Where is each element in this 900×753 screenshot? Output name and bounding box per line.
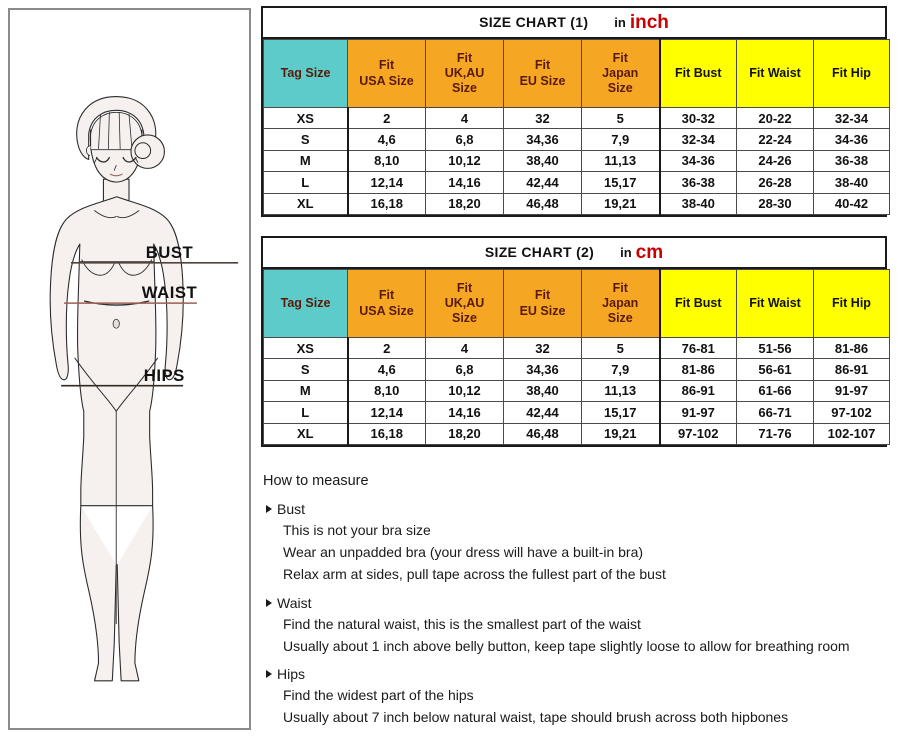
cell-fit-waist: 71-76 [737, 423, 814, 444]
cell-tag-size: M [264, 150, 348, 171]
cell-japan-size: 19,21 [582, 423, 660, 444]
howto-heading-row [263, 593, 899, 613]
cell-japan-size: 7,9 [582, 129, 660, 150]
chart-1-title-unit: inch [629, 12, 669, 33]
cell-fit-hip: 102-107 [814, 423, 890, 444]
cell-fit-bust: 86-91 [660, 380, 737, 401]
cell-uk-au-size: 10,12 [426, 380, 504, 401]
cell-eu-size: 46,48 [504, 193, 582, 214]
cell-eu-size: 32 [504, 338, 582, 359]
table-row [264, 402, 890, 423]
cell-japan-size: 11,13 [582, 380, 660, 401]
table-row [264, 359, 890, 380]
cell-tag-size: M [264, 380, 348, 401]
cell-japan-size: 5 [582, 108, 660, 129]
triangle-bullet-icon [266, 505, 272, 513]
size-chart-1-title [263, 8, 885, 39]
table-row [264, 172, 890, 193]
chart-1-title-in: in [614, 15, 626, 30]
col-header-uk-au-size [426, 40, 504, 108]
cell-uk-au-size: 14,16 [426, 402, 504, 423]
cell-fit-bust: 34-36 [660, 150, 737, 171]
col-header-usa-size [348, 270, 426, 338]
cell-uk-au-size: 6,8 [426, 129, 504, 150]
table-row [264, 108, 890, 129]
cell-tag-size: S [264, 129, 348, 150]
howto-line: Find the widest part of the hips [283, 687, 474, 704]
cell-fit-waist: 66-71 [737, 402, 814, 423]
cell-eu-size: 38,40 [504, 380, 582, 401]
cell-fit-waist: 26-28 [737, 172, 814, 193]
col-header-eu-size [504, 40, 582, 108]
how-to-measure-title: How to measure [263, 473, 369, 489]
usa-line-1: Fit [378, 288, 395, 303]
cell-fit-hip: 40-42 [814, 193, 890, 214]
col-header-uk-au-size [426, 270, 504, 338]
cell-eu-size: 38,40 [504, 150, 582, 171]
size-chart-2 [261, 236, 887, 447]
eu-line-1: Fit [534, 288, 551, 303]
table-row [264, 423, 890, 444]
size-chart-2-table [263, 269, 890, 445]
col-header-japan-size [582, 270, 660, 338]
cell-eu-size: 42,44 [504, 402, 582, 423]
cell-fit-hip: 86-91 [814, 359, 890, 380]
cell-japan-size: 5 [582, 338, 660, 359]
howto-line: Usually about 7 inch below natural waist, tape should brush across both hipbones [283, 709, 789, 726]
col-header-fit-bust: Fit Bust [660, 270, 737, 338]
cell-eu-size: 34,36 [504, 129, 582, 150]
table-header-row [264, 40, 890, 108]
col-header-eu-size [504, 270, 582, 338]
cell-fit-waist: 20-22 [737, 108, 814, 129]
hips-label: HIPS [143, 365, 185, 385]
jp-line-2: Japan [602, 65, 639, 80]
cell-usa-size: 16,18 [348, 423, 426, 444]
col-header-tag-size: Tag Size [264, 270, 348, 338]
cell-japan-size: 11,13 [582, 150, 660, 171]
size-chart-1 [261, 6, 887, 217]
usa-line-2: USA Size [359, 303, 414, 318]
measurement-figure-panel [8, 8, 251, 730]
cell-japan-size: 15,17 [582, 402, 660, 423]
cell-usa-size: 4,6 [348, 129, 426, 150]
col-header-fit-bust: Fit Bust [660, 40, 737, 108]
cell-uk-au-size: 10,12 [426, 150, 504, 171]
cell-fit-hip: 32-34 [814, 108, 890, 129]
howto-heading-hips: Hips [277, 666, 306, 683]
howto-line: Find the natural waist, this is the smallest part of the waist [283, 615, 641, 632]
cell-fit-waist: 22-24 [737, 129, 814, 150]
cell-fit-bust: 81-86 [660, 359, 737, 380]
chart-1-title-main: SIZE CHART (1) [479, 14, 589, 30]
cell-fit-hip: 36-38 [814, 150, 890, 171]
col-header-fit-waist: Fit Waist [737, 40, 814, 108]
table-row [264, 129, 890, 150]
cell-eu-size: 34,36 [504, 359, 582, 380]
cell-usa-size: 8,10 [348, 150, 426, 171]
jp-line-3: Size [607, 311, 633, 326]
cell-tag-size: XS [264, 108, 348, 129]
jp-line-3: Size [607, 81, 633, 96]
cell-fit-bust: 30-32 [660, 108, 737, 129]
cell-japan-size: 15,17 [582, 172, 660, 193]
cell-fit-hip: 81-86 [814, 338, 890, 359]
col-header-fit-hip: Fit Hip [814, 40, 890, 108]
usa-line-1: Fit [378, 58, 395, 73]
cell-usa-size: 8,10 [348, 380, 426, 401]
cell-fit-hip: 34-36 [814, 129, 890, 150]
uk-line-3: Size [451, 81, 477, 96]
triangle-bullet-icon [266, 670, 272, 678]
eu-line-2: EU Size [519, 303, 566, 318]
cell-fit-waist: 28-30 [737, 193, 814, 214]
cell-fit-waist: 61-66 [737, 380, 814, 401]
jp-line-1: Fit [612, 50, 628, 65]
table-row [264, 150, 890, 171]
howto-heading-bust: Bust [277, 500, 306, 517]
cell-usa-size: 12,14 [348, 402, 426, 423]
chart-2-title-main: SIZE CHART (2) [484, 244, 595, 260]
cell-fit-bust: 76-81 [660, 338, 737, 359]
uk-line-3: Size [451, 311, 477, 326]
cell-tag-size: L [264, 172, 348, 193]
howto-line: This is not your bra size [283, 522, 431, 539]
howto-heading-waist: Waist [277, 594, 312, 611]
cell-eu-size: 42,44 [504, 172, 582, 193]
jp-line-2: Japan [602, 295, 639, 310]
uk-line-2: UK,AU [444, 65, 485, 80]
cell-uk-au-size: 18,20 [426, 423, 504, 444]
cell-usa-size: 16,18 [348, 193, 426, 214]
chart-2-title-unit: cm [635, 242, 664, 263]
howto-line: Usually about 1 inch above belly button, keep tape slightly loose to allow for breathing room [283, 637, 850, 654]
howto-group-hips [263, 664, 899, 729]
waist-label: WAIST [141, 283, 198, 303]
size-chart-1-table [263, 39, 890, 215]
eu-line-2: EU Size [519, 73, 566, 88]
cell-fit-waist: 56-61 [737, 359, 814, 380]
bust-label: BUST [145, 242, 194, 262]
cell-fit-bust: 38-40 [660, 193, 737, 214]
cell-uk-au-size: 4 [426, 338, 504, 359]
col-header-fit-hip: Fit Hip [814, 270, 890, 338]
cell-uk-au-size: 6,8 [426, 359, 504, 380]
uk-line-1: Fit [456, 280, 473, 295]
uk-line-1: Fit [456, 50, 473, 65]
cell-fit-bust: 97-102 [660, 423, 737, 444]
cell-fit-bust: 32-34 [660, 129, 737, 150]
cell-usa-size: 12,14 [348, 172, 426, 193]
cell-tag-size: XL [264, 423, 348, 444]
cell-tag-size: L [264, 402, 348, 423]
cell-uk-au-size: 4 [426, 108, 504, 129]
triangle-bullet-icon [266, 599, 272, 607]
cell-usa-size: 2 [348, 338, 426, 359]
howto-line: Relax arm at sides, pull tape across the fullest part of the bust [283, 566, 666, 583]
cell-uk-au-size: 18,20 [426, 193, 504, 214]
jp-line-1: Fit [612, 280, 628, 295]
col-header-japan-size [582, 40, 660, 108]
uk-line-2: UK,AU [444, 295, 485, 310]
cell-usa-size: 4,6 [348, 359, 426, 380]
col-header-usa-size [348, 40, 426, 108]
table-row [264, 338, 890, 359]
cell-eu-size: 46,48 [504, 423, 582, 444]
body-figure-illustration [10, 10, 249, 728]
cell-fit-hip: 38-40 [814, 172, 890, 193]
chart-2-title-in: in [620, 245, 632, 260]
cell-fit-bust: 36-38 [660, 172, 737, 193]
cell-japan-size: 7,9 [582, 359, 660, 380]
cell-fit-hip: 97-102 [814, 402, 890, 423]
cell-uk-au-size: 14,16 [426, 172, 504, 193]
howto-heading-row [263, 499, 899, 519]
usa-line-2: USA Size [359, 73, 414, 88]
cell-fit-waist: 24-26 [737, 150, 814, 171]
table-header-row [264, 270, 890, 338]
cell-usa-size: 2 [348, 108, 426, 129]
cell-eu-size: 32 [504, 108, 582, 129]
howto-group-waist [263, 593, 899, 658]
eu-line-1: Fit [534, 58, 551, 73]
col-header-fit-waist: Fit Waist [737, 270, 814, 338]
table-row [264, 193, 890, 214]
table-row [264, 380, 890, 401]
cell-fit-bust: 91-97 [660, 402, 737, 423]
how-to-measure-section [263, 474, 899, 731]
cell-fit-waist: 51-56 [737, 338, 814, 359]
size-chart-2-title [263, 238, 885, 269]
cell-japan-size: 19,21 [582, 193, 660, 214]
howto-heading-row [263, 664, 899, 684]
size-charts-column [259, 0, 900, 753]
col-header-tag-size: Tag Size [264, 40, 348, 108]
cell-tag-size: XL [264, 193, 348, 214]
howto-line: Wear an unpadded bra (your dress will have a built-in bra) [283, 544, 644, 561]
cell-tag-size: S [264, 359, 348, 380]
howto-group-bust [263, 499, 899, 586]
cell-fit-hip: 91-97 [814, 380, 890, 401]
cell-tag-size: XS [264, 338, 348, 359]
